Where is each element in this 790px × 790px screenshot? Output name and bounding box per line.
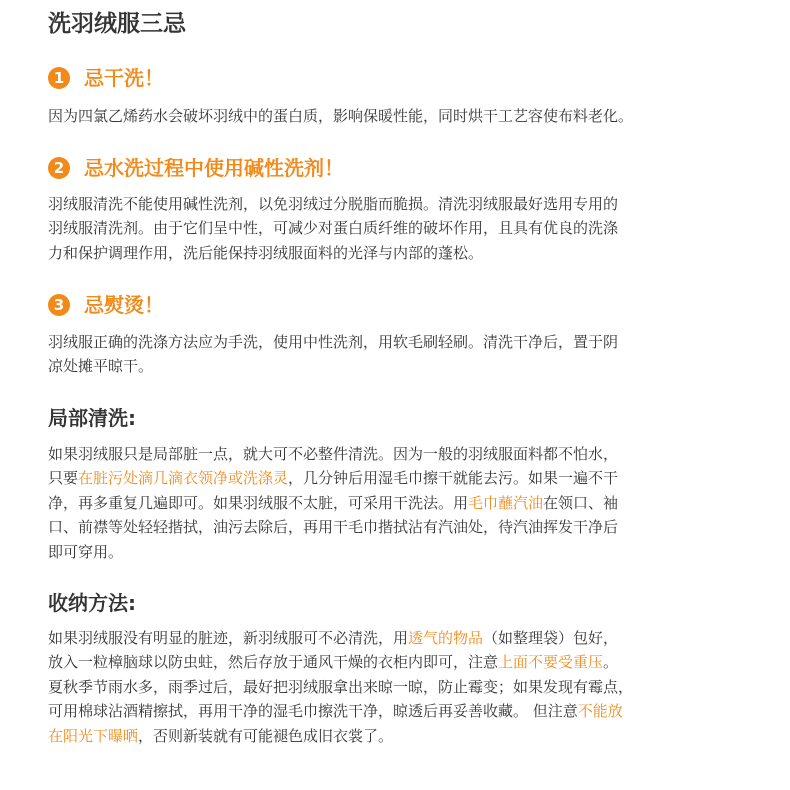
body-text: 即可穿用。 [48, 542, 124, 561]
body-text: 夏秋季节雨水多，雨季过后，最好把羽绒服拿出来晾一晾，防止霉变；如果发现有霉点， [48, 677, 634, 696]
text-line [48, 491, 748, 515]
body-text: 在领口、袖 [543, 493, 619, 512]
text-line [48, 724, 748, 748]
number-badge-1: 1 [48, 67, 70, 89]
highlighted-text: 在阳光下曝晒 [48, 726, 139, 745]
text-line [48, 442, 748, 466]
text-line [48, 104, 748, 128]
highlighted-text: 透气的物品 [408, 629, 484, 647]
item-body-1 [48, 104, 748, 128]
body-text: 如果羽绒服只是局部脏一点，就大可不必整件清洗。因为一般的羽绒服面料都不怕水， [48, 445, 619, 463]
item-heading-3 [48, 290, 164, 320]
text-line [48, 650, 748, 674]
body-text: 羽绒服清洗不能使用碱性洗剂，以免羽绒过分脱脂而脆损。清洗羽绒服最好选用专用的 [48, 195, 619, 213]
text-line [48, 699, 748, 723]
text-line [48, 540, 748, 564]
number-badge-2: 2 [48, 157, 70, 179]
body-text: ，几分钟后用湿毛巾擦干就能去污。如果一遍不干 [288, 469, 619, 488]
number-badge-3: 3 [48, 294, 70, 316]
body-text: ，否则新装就有可能褪色成旧衣裳了。 [138, 726, 394, 745]
text-line [48, 241, 748, 265]
body-text: 凉处摊平晾干。 [48, 357, 154, 376]
highlighted-text: 上面不要受重压 [498, 653, 604, 672]
body-text: 如果羽绒服没有明显的脏迹，新羽绒服可不必清洗，用 [48, 629, 409, 647]
section-body-local-clean [48, 442, 748, 564]
item-heading-2 [48, 153, 344, 183]
body-text: （如整理袋）包好， [483, 629, 619, 647]
body-text: 净，再多重复几遍即可。如果羽绒服不太脏，可采用干洗法。用 [48, 493, 469, 512]
highlighted-text: 在脏污处滴几滴衣领净或洗涤灵 [78, 469, 289, 488]
section-heading-storage: 收纳方法: [48, 591, 136, 615]
text-line [48, 515, 748, 539]
body-text: 只要 [48, 469, 79, 488]
body-text: 口、前襟等处轻轻揩拭，油污去除后，再用干毛巾揩拭沾有汽油处，待汽油挥发干净后 [48, 518, 619, 537]
text-line [48, 466, 748, 490]
section-heading-local-clean: 局部清洗: [48, 406, 136, 430]
body-text: 羽绒服清洗剂。由于它们呈中性，可减少对蛋白质纤维的破坏作用，且具有优良的洗涤 [48, 219, 619, 238]
item-heading-text-1: 忌干洗！ [84, 66, 164, 90]
item-heading-1 [48, 63, 164, 93]
page-title: 洗羽绒服三忌 [48, 11, 186, 37]
body-text: 可用棉球沾酒精擦拭，再用干净的湿毛巾擦洗干净，晾透后再妥善收藏。 但注意 [48, 702, 578, 721]
highlighted-text: 毛巾蘸汽油 [468, 493, 544, 512]
text-line [48, 626, 748, 650]
text-line [48, 330, 748, 354]
text-line [48, 216, 748, 240]
body-text: 羽绒服正确的洗涤方法应为手洗，使用中性洗剂，用软毛刷轻刷。清洗干净后，置于阴 [48, 333, 619, 351]
body-text: 放入一粒樟脑球以防虫蛀，然后存放于通风干燥的衣柜内即可，注意 [48, 653, 499, 672]
body-text: 力和保护调理作用，洗后能保持羽绒服面料的光泽与内部的蓬松。 [48, 243, 484, 262]
highlighted-text: 不能放 [577, 702, 623, 721]
item-body-3 [48, 330, 748, 379]
text-line [48, 675, 748, 699]
body-text: 。 [603, 653, 619, 672]
item-heading-text-3: 忌熨烫！ [84, 293, 164, 317]
text-line [48, 192, 748, 216]
item-heading-text-2: 忌水洗过程中使用碱性洗剂！ [84, 156, 344, 180]
item-body-2 [48, 192, 748, 265]
section-body-storage [48, 626, 748, 748]
body-text: 因为四氯乙烯药水会破坏羽绒中的蛋白质，影响保暖性能，同时烘干工艺容使布料老化。 [48, 107, 634, 125]
text-line [48, 354, 748, 378]
